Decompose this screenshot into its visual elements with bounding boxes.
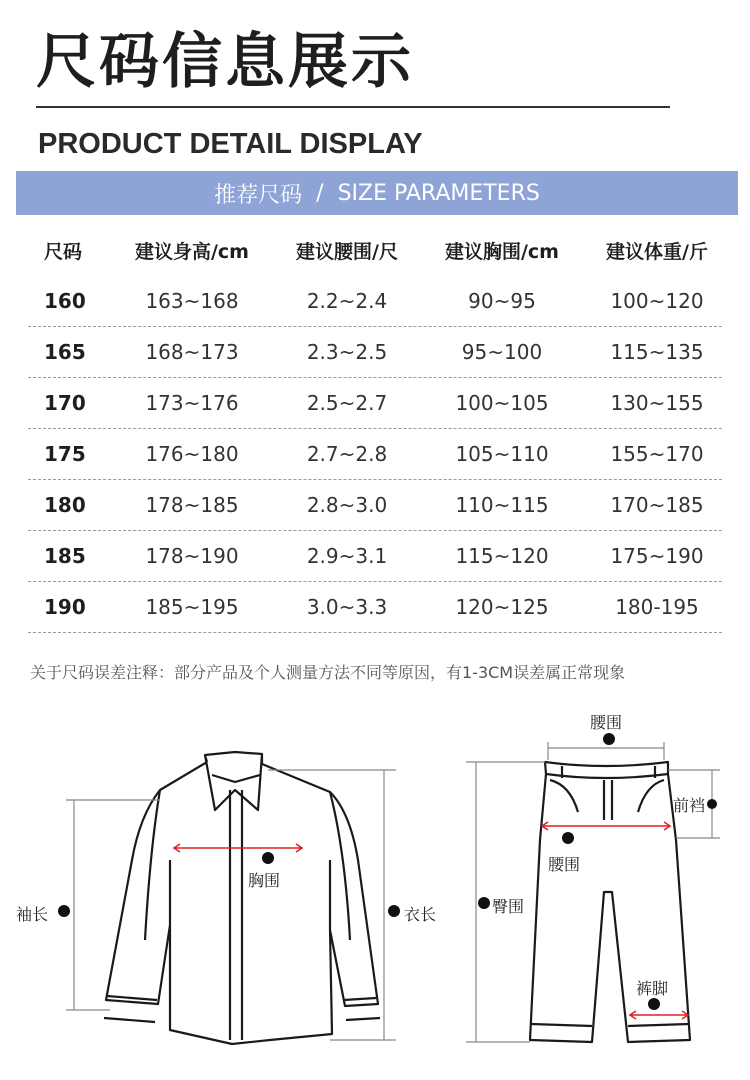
page-subtitle: PRODUCT DETAIL DISPLAY [38,128,423,160]
weight-cell: 175~190 [610,544,704,568]
chest-cell: 110~115 [455,493,549,517]
chest-cell: 90~95 [468,289,536,313]
weight-cell: 100~120 [610,289,704,313]
banner-cn: 推荐尺码 [214,182,303,208]
waist-cell: 2.3~2.5 [306,340,388,364]
height-cell: 178~190 [145,544,239,568]
waist-cell: 2.9~3.1 [306,544,388,568]
waist-marker-dot [562,832,574,844]
height-cell: 176~180 [145,442,239,466]
waist-cell: 2.5~2.7 [306,391,388,415]
size-cell: 190 [44,595,86,619]
hip-label: 臀围 [492,897,525,916]
chest-cell: 105~110 [455,442,549,466]
size-cell: 160 [44,289,86,313]
size-error-note: 关于尺码误差注释：部分产品及个人测量方法不同等原因，有1-3CM误差属正常现象 [30,663,626,682]
waist-cell: 2.8~3.0 [306,493,388,517]
height-cell: 173~176 [145,391,239,415]
chest-cell: 115~120 [455,544,549,568]
shirt-illustration [104,752,380,1044]
page-title: 尺码信息展示 [36,27,414,97]
weight-cell: 115~135 [610,340,704,364]
length-marker-dot [388,905,400,917]
height-cell: 168~173 [145,340,239,364]
height-cell: 163~168 [145,289,239,313]
hip-marker-dot [478,897,490,909]
chest-cell: 120~125 [455,595,549,619]
weight-cell: 170~185 [610,493,704,517]
chest-cell: 95~100 [461,340,543,364]
chest-label: 胸围 [248,871,281,890]
header-weight: 建议体重/斤 [606,240,708,263]
sleeve-marker-dot [58,905,70,917]
chest-cell: 100~105 [455,391,549,415]
size-cell: 185 [44,544,86,568]
pants-measure-lines [466,742,720,1042]
size-cell: 170 [44,391,86,415]
waist-cell: 2.7~2.8 [306,442,388,466]
size-cell: 165 [44,340,86,364]
hem-label: 裤脚 [636,979,669,998]
header-size: 尺码 [44,240,83,263]
length-label: 衣长 [404,905,437,924]
weight-cell: 180-195 [615,595,699,619]
waist-cell: 2.2~2.4 [306,289,388,313]
rise-marker-dot [707,799,717,809]
waist-top-marker-dot [603,733,615,745]
height-cell: 178~185 [145,493,239,517]
height-cell: 185~195 [145,595,239,619]
size-cell: 175 [44,442,86,466]
size-cell: 180 [44,493,86,517]
rise-label: 前裆 [673,796,706,815]
header-waist: 建议腰围/尺 [296,240,398,263]
header-chest: 建议胸围/cm [444,240,559,263]
pants-illustration [530,762,690,1042]
weight-cell: 155~170 [610,442,704,466]
header-height: 建议身高/cm [134,240,249,263]
waist-cell: 3.0~3.3 [306,595,388,619]
banner-separator: / [316,180,324,206]
sleeve-label: 袖长 [16,905,49,924]
banner-en: SIZE PARAMETERS [337,180,540,206]
chest-marker-dot [262,852,274,864]
hem-marker-dot [648,998,660,1010]
shirt-chest-line [174,844,302,852]
weight-cell: 130~155 [610,391,704,415]
waist-top-label: 腰围 [590,713,623,732]
waist-label: 腰围 [548,855,581,874]
